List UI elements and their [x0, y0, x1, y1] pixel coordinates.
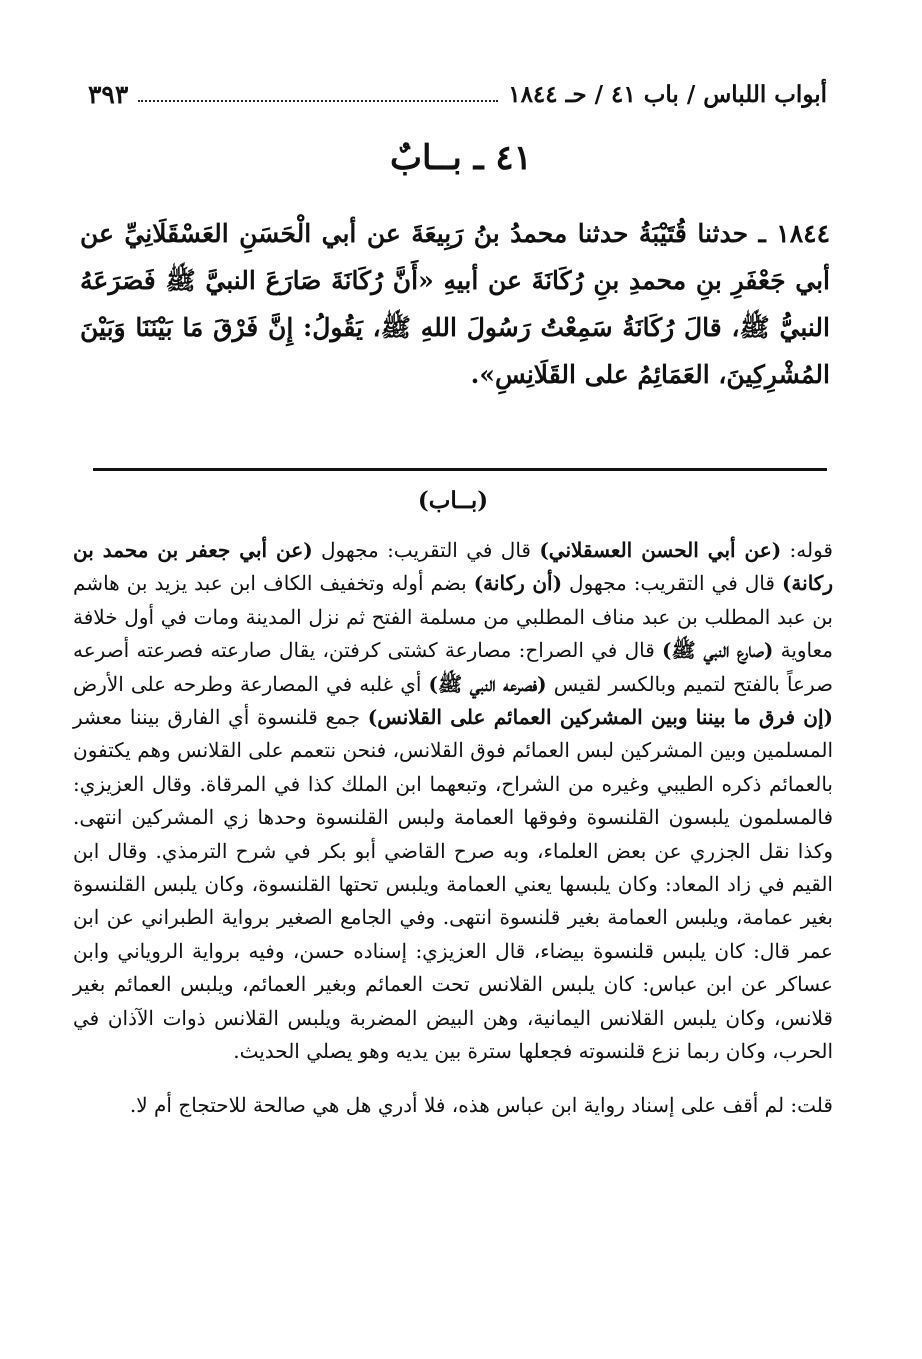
quoted-phrase: (إن فرق ما بيننا وبين المشركين العمائم على القلانس) — [367, 705, 833, 730]
quoted-phrase: (أن ركانة) — [473, 571, 563, 596]
chapter-title: ٤١ ـ بــابٌ — [390, 138, 532, 178]
commentary-title: (بــاب) — [417, 487, 489, 514]
commentary-text: قال في التقريب: مجهول — [562, 571, 782, 596]
commentary-text: جمع قلنسوة أي الفارق بيننا معشر المسلمين وبين المشركين لبس العمائم فوق القلانس، فنحن نتعمم على القلانس وهم يكتفون بالعمائم ذكره الطيبي وغيره من الشراح، وتبعهما ابن الملك كذا في المرقاة. وقال العزيزي: فالمسلمون يلبسون القلنسوة وفوقها العمامة ولبس القلنسوة وحدها زي المشركين انتهى. وكذا نقل الجزري عن بعض العلماء، وبه صرح القاضي أبو بكر في شرح الترمذي. وقال ابن القيم في زاد المعاد: وكان يلبسها يعني العمامة ويلبس تحتها القلنسوة، وكان يلبس القلنسوة بغير عمامة، ويلبس العمامة بغير قلنسوة انتهى. وفي الجامع الصغير برواية الطبراني عن ابن عمر قال: كان يلبس قلنسوة بيضاء، قال العزيزي: إسناده حسن، وفيه برواية الروياني وابن عساكر عن ابن عباس: كان يلبس القلانس تحت العمائم وبغير العمائم، ويلبس العمائم بغير قلانس، وكان يلبس القلانس اليمانية، وهن البيض المضربة ويلبس القلانس ذوات الآذان في الحرب، وكان ربما نزع قلنسوته فجعلها سترة بين يديه وهو يصلي الحديث. — [73, 705, 833, 1064]
commentary-paragraph — [73, 534, 833, 1069]
commentary-text: قال في الصراح: مصارعة كشتى كرفتن، يقال صارعته فصرعته أصرعه صرعاً بالفتح لتميم وبالكسر لقيس — [73, 638, 833, 696]
commentary-text: قال في التقريب: مجهول — [312, 538, 540, 562]
commentary-text: أي غلبه في المصارعة وطرحه على الأرض — [73, 671, 429, 696]
separator-rule — [93, 468, 827, 471]
page-number: ٣٩٣ — [88, 79, 129, 109]
quoted-phrase: (عن أبي الحسن العسقلاني) — [539, 538, 782, 562]
commentary — [73, 483, 833, 1122]
hadith-text: ١٨٤٤ ـ حدثنا قُتَيْبَةُ حدثنا محمدُ بنُ رَبِيعَةَ عن أبي الْحَسَنِ العَسْقَلَانِيِّ عن أبي جَعْفَرِ بنِ محمدِ بنِ رُكَانَةَ عن أبيهِ «أَنَّ رُكَانَةَ صَارَعَ النبيَّ ﷺ فَصَرَعَهُ النبيُّ ﷺ، قالَ رُكَانَةُ سَمِعْتُ رَسُولَ اللهِ ﷺ، يَقُولُ: إِنَّ فَرْقَ مَا بَيْنَنَا وَبَيْنَ المُشْرِكِينَ، العَمَائِمُ على القَلَانِسِ». — [80, 219, 830, 389]
quoted-phrase: (صارع النبي ﷺ) — [662, 638, 774, 663]
quoted-phrase: (فصرعه النبي ﷺ) — [428, 671, 547, 696]
page-header — [88, 74, 827, 114]
commentary-text: بضم أوله وتخفيف الكاف ابن عبد يزيد بن هاشم بن عبد المطلب بن عبد مناف المطلبي من مسلمة الفتح ثم نزل المدينة ومات في أول خلافة معاوية — [73, 571, 834, 663]
quoted-phrase: (عن أبي جعفر بن محمد بن ركانة) — [73, 538, 833, 596]
author-note: قلت: لم أقف على إسناد رواية ابن عباس هذه، فلا أدري هل هي صالحة للاحتجاج أم لا. — [129, 1092, 833, 1117]
commentary-text: قوله: — [781, 538, 833, 562]
leader-dots — [138, 86, 498, 102]
running-title: أبواب اللباس / باب ٤١ / حـ ١٨٤٤ — [508, 80, 827, 108]
